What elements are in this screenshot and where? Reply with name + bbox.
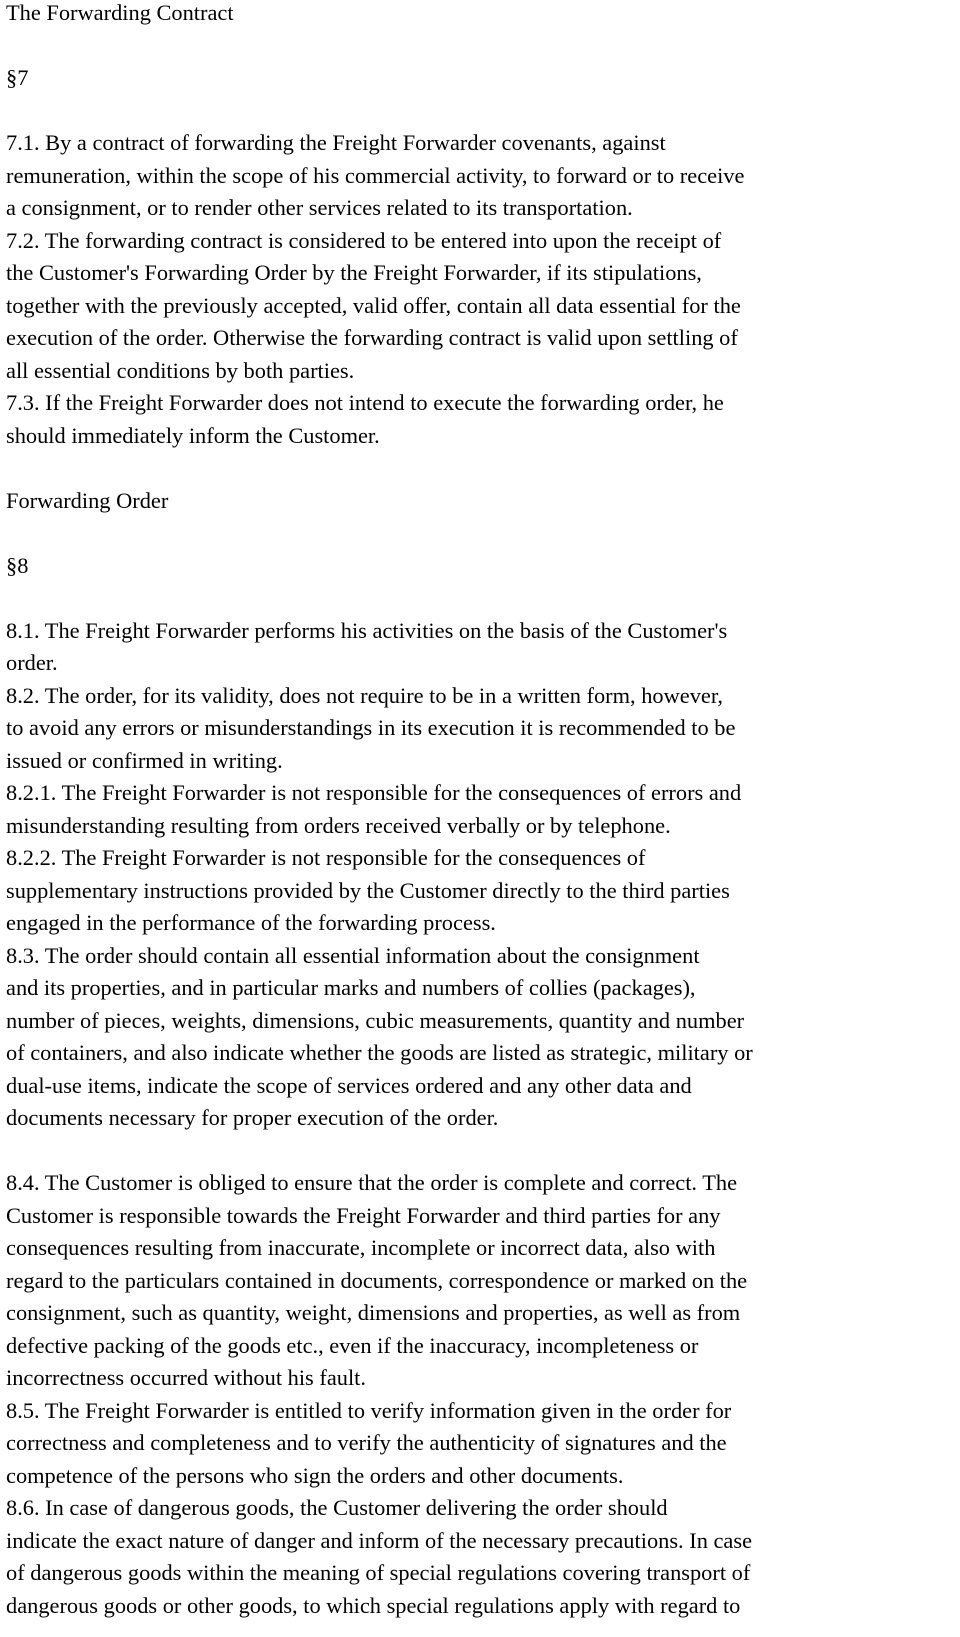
clause-8-6 [6,1492,956,1622]
text-line: 8.3. The order should contain all essential information about the consignment [6,942,700,968]
text-line: order. [6,650,58,675]
clause-8-2-2 [6,842,956,940]
clause-8-4 [6,1167,956,1395]
text-line: 8.6. In case of dangerous goods, the Customer delivering the order should [6,1495,668,1520]
clause-8-5 [6,1395,956,1493]
clause-8-1 [6,615,956,680]
section-8-number: §8 [6,552,29,578]
text-line: 8.1. The Freight Forwarder performs his activities on the basis of the Customer's [6,617,728,643]
text-line: incorrectness occurred without his fault. [6,1365,366,1390]
text-line: all essential conditions by both parties. [6,357,355,383]
text-line: 8.2. The order, for its validity, does not require to be in a written form, however, [6,682,724,708]
spacer [6,30,956,63]
text-line: indicate the exact nature of danger and inform of the necessary precautions. In case [6,1527,753,1553]
section-7-number: §7 [6,65,29,90]
text-line: a consignment, or to render other services related to its transportation. [6,195,633,220]
text-line: and its properties, and in particular marks and numbers of collies (packages), [6,975,696,1000]
clause-8-2 [6,680,956,778]
text-line: number of pieces, weights, dimensions, cubic measurements, quantity and number [6,1007,745,1033]
clause-7-2 [6,225,956,388]
text-line: regard to the particulars contained in documents, correspondence or marked on the [6,1267,748,1293]
text-line: remuneration, within the scope of his commercial activity, to forward or to receive [6,162,745,188]
text-line: 8.4. The Customer is obliged to ensure that the order is complete and correct. The [6,1170,738,1195]
text-line: issued or confirmed in writing. [6,747,283,773]
text-line: consequences resulting from inaccurate, incomplete or incorrect data, also with [6,1235,716,1260]
text-line: to avoid any errors or misunderstandings in its execution it is recommended to be [6,715,736,740]
text-line: execution of the order. Otherwise the forwarding contract is valid upon settling of [6,325,738,350]
text-line: engaged in the performance of the forwarding process. [6,910,496,935]
text-line: 8.2.1. The Freight Forwarder is not responsible for the consequences of errors and [6,780,742,805]
text-line: 7.3. If the Freight Forwarder does not intend to execute the forwarding order, he [6,390,724,415]
clause-8-2-1 [6,777,956,842]
text-line: 7.2. The forwarding contract is considered to be entered into upon the receipt of [6,227,722,253]
spacer [6,452,956,485]
text-line: competence of the persons who sign the orders and other documents. [6,1462,624,1488]
clause-7-1 [6,127,956,225]
clause-7-3 [6,387,956,452]
spacer [6,582,956,615]
text-line: documents necessary for proper execution of the order. [6,1105,499,1130]
clause-8-3 [6,940,956,1135]
text-line: 8.5. The Freight Forwarder is entitled to verify information given in the order for [6,1397,732,1423]
text-line: together with the previously accepted, valid offer, contain all data essential for the [6,292,741,318]
text-line: of dangerous goods within the meaning of special regulations covering transport of [6,1560,751,1585]
text-line: dangerous goods or other goods, to which special regulations apply with regard to [6,1592,741,1618]
section-7-title: The Forwarding Contract [6,0,234,25]
section-8-title: Forwarding Order [6,487,169,513]
text-line: the Customer's Forwarding Order by the Freight Forwarder, if its stipulations, [6,260,702,285]
text-line: 7.1. By a contract of forwarding the Freight Forwarder covenants, against [6,130,666,155]
spacer [6,1135,956,1168]
text-line: misunderstanding resulting from orders received verbally or by telephone. [6,812,671,838]
spacer [6,517,956,550]
text-line: defective packing of the goods etc., even if the inaccuracy, incompleteness or [6,1332,699,1358]
text-line: 8.2.2. The Freight Forwarder is not responsible for the consequences of [6,845,646,870]
text-line: consignment, such as quantity, weight, dimensions and properties, as well as from [6,1300,741,1325]
text-line: supplementary instructions provided by the Customer directly to the third parties [6,877,730,903]
text-line: dual-use items, indicate the scope of services ordered and any other data and [6,1072,692,1098]
text-line: correctness and completeness and to verify the authenticity of signatures and the [6,1430,727,1455]
text-line: of containers, and also indicate whether the goods are listed as strategic, military or [6,1040,753,1065]
document-page [6,0,956,1622]
text-line: should immediately inform the Customer. [6,422,380,448]
text-line: Customer is responsible towards the Freight Forwarder and third parties for any [6,1202,721,1228]
spacer [6,95,956,128]
